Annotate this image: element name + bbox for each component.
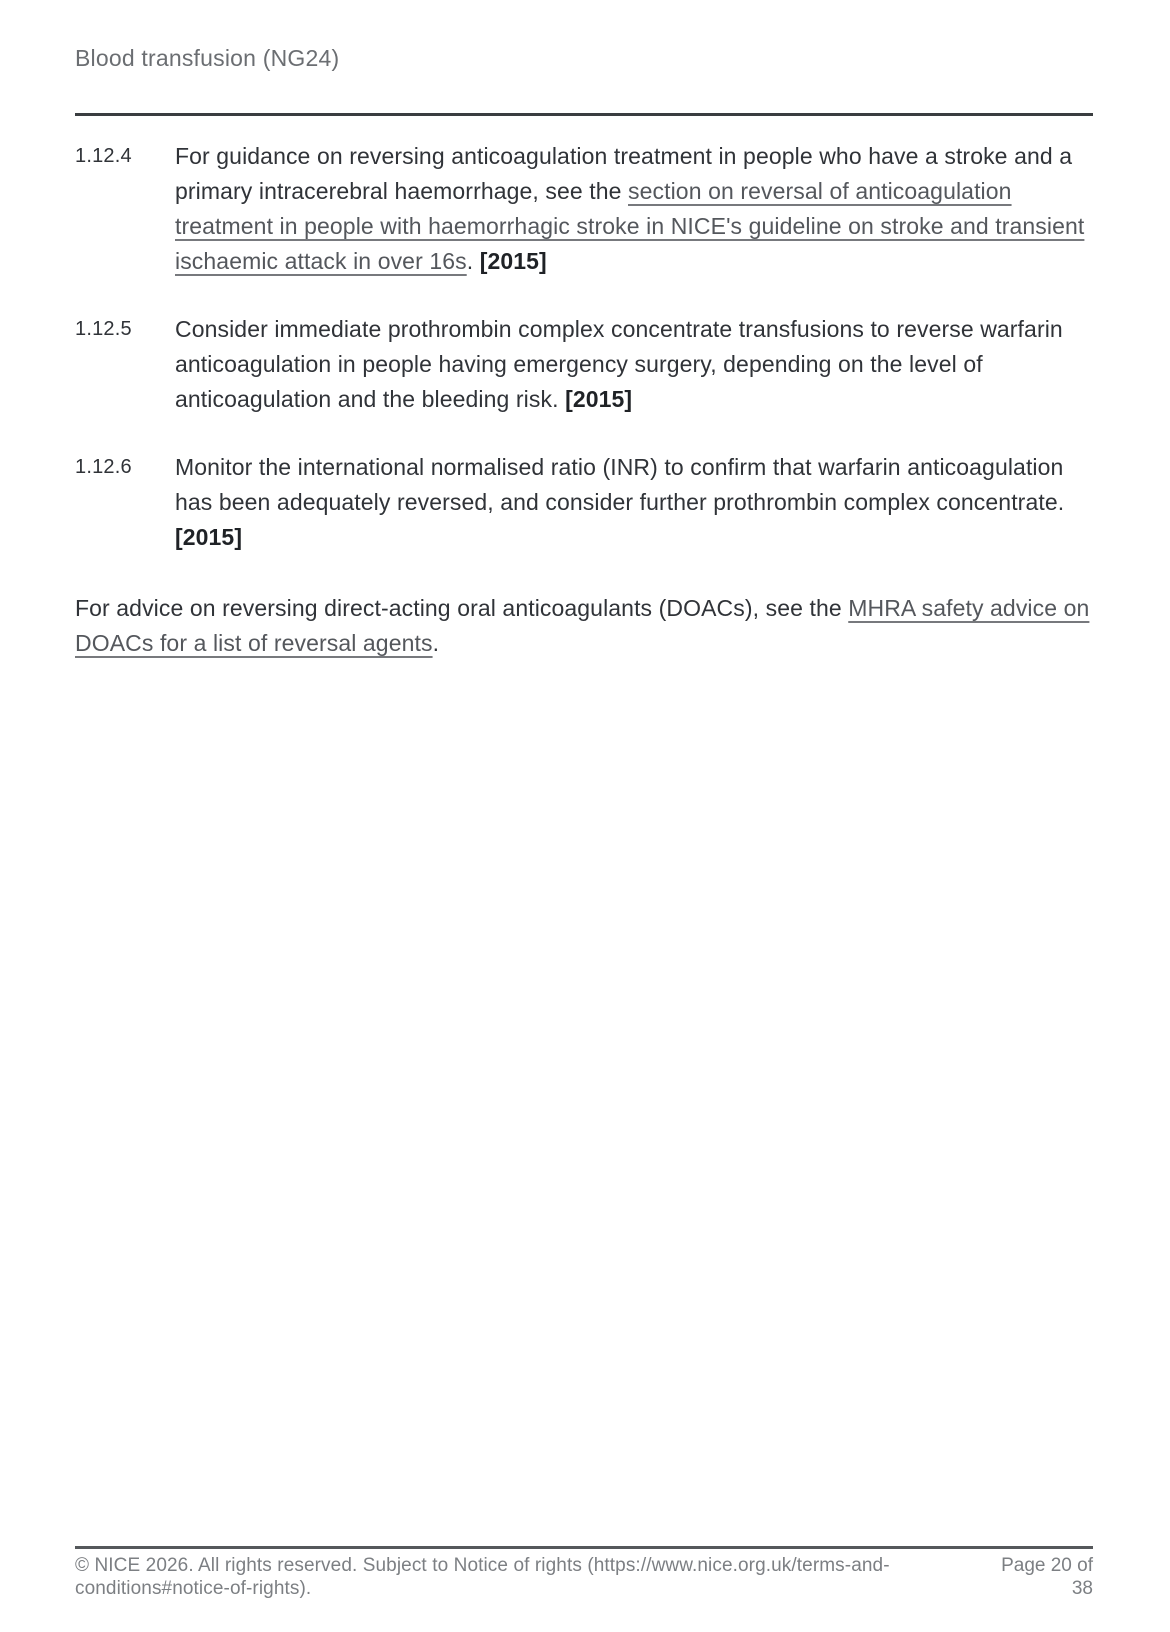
header-rule: [75, 113, 1093, 116]
running-header-title: Blood transfusion (NG24): [75, 45, 340, 71]
page-content: [0, 0, 1170, 661]
recommendation-text: [175, 312, 1093, 417]
footer-row: [75, 1554, 1093, 1600]
stroke-guideline-link[interactable]: section on reversal of anticoagulation treatment in people with haemorrhagic stroke in NICE's guideline on stroke and transient ischaemic attack in over 16s: [175, 178, 1085, 274]
page-number-line1: Page 20 of: [1001, 1555, 1093, 1576]
recommendation-text: [175, 139, 1093, 279]
advice-text-segment: For advice on reversing direct-acting oral anticoagulants (DOACs), see the: [75, 595, 849, 621]
page-footer: [75, 1546, 1093, 1600]
evidence-year-tag: [2015]: [479, 248, 547, 274]
footer-rule: [75, 1546, 1093, 1549]
recommendation-text-segment: For guidance on reversing anticoagulation treatment in people who have a stroke and a primary intracerebral haemorrhage, see the: [175, 143, 1073, 204]
evidence-year-tag: [2015]: [175, 524, 243, 550]
page-number-line2: 38: [1071, 1578, 1093, 1599]
recommendation-text-segment: Monitor the international normalised ratio (INR) to confirm that warfarin anticoagulation has been adequately reversed, and consider further prothrombin complex concentrate.: [175, 454, 1065, 515]
mhra-safety-advice-link[interactable]: MHRA safety advice on DOACs for a list of reversal agents: [75, 595, 1090, 656]
recommendation-number: 1.12.4: [75, 145, 132, 167]
recommendation-number: 1.12.5: [75, 318, 132, 340]
recommendation-text-segment: Consider immediate prothrombin complex concentrate transfusions to reverse warfarin anticoagulation in people having emergency surgery, depending on the level of anticoagulation and the bleeding risk.: [175, 316, 1063, 412]
recommendation-text: [175, 450, 1093, 555]
recommendation-1-12-4: [75, 139, 1093, 279]
advice-text-segment: .: [432, 630, 440, 656]
recommendation-text-segment: .: [466, 248, 480, 274]
copyright-notice: © NICE 2026. All rights reserved. Subject to Notice of rights (https://www.nice.org.uk/terms-and-conditions#notice-of-rights).: [75, 1555, 890, 1599]
recommendation-1-12-5: [75, 312, 1093, 417]
doac-advice-paragraph: [75, 591, 1093, 661]
page-number: [992, 1554, 1093, 1600]
evidence-year-tag: [2015]: [565, 386, 633, 412]
recommendations-section: [75, 139, 1093, 555]
recommendation-1-12-6: [75, 450, 1093, 555]
recommendation-number: 1.12.6: [75, 456, 132, 478]
